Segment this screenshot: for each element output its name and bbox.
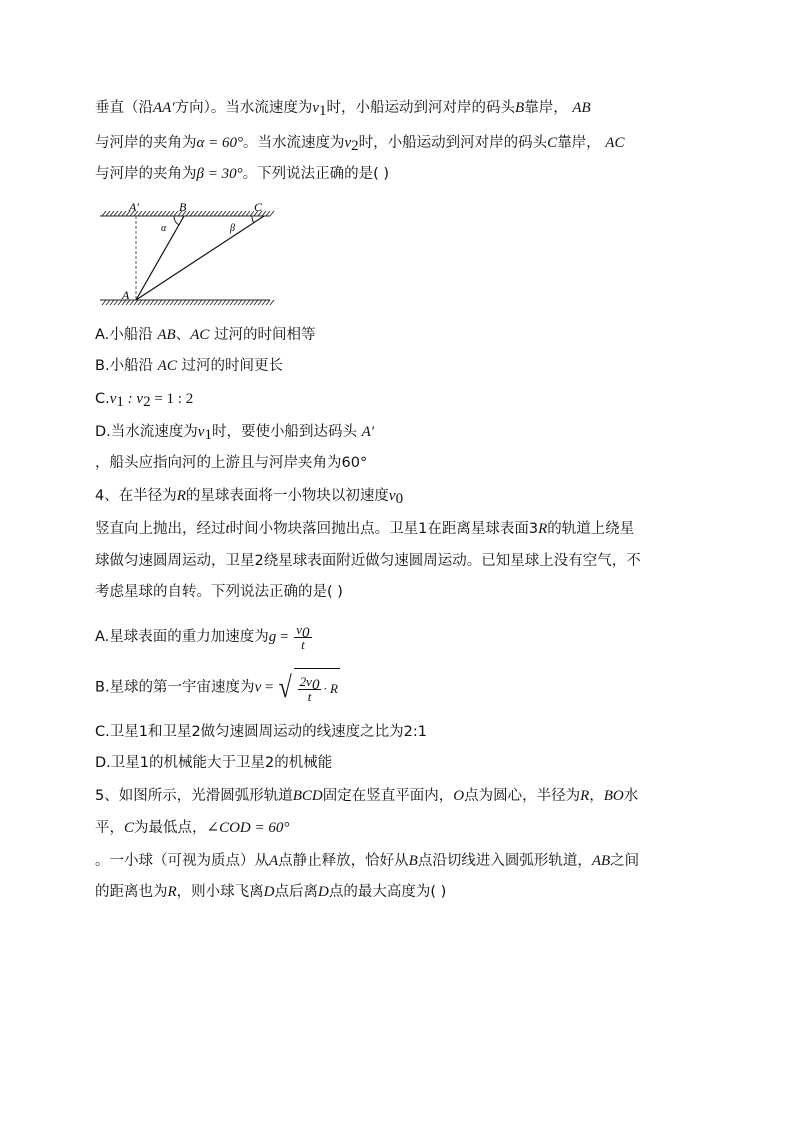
q3-option-d-line1: D.当水流速度为$v_1$时，要使小船到达码头 A′ [95,424,375,443]
river-crossing-figure [98,198,288,310]
q3-stem-line3: 与河岸的夹角为β = 30°。下列说法正确的是( ) [95,166,390,182]
line-ac [136,216,264,300]
q5-stem-line2: 平，C为最低点，∠COD = 60° [95,820,290,836]
q4-option-b: B.星球的第一宇宙速度为v = √ $\frac{2v_0}{t}$ · R [95,668,340,707]
fraction-v0-over-t: $\frac{v_0}{t}$ [296,621,310,652]
q5-stem-line3: 。一小球（可视为质点）从A点静止释放，恰好从B点沿切线进入圆弧形轨道，AB之间 [95,853,640,869]
q3-option-c: $C.v_1$ : $v_2 = 1$ : 2 [95,391,194,410]
q3-option-d-line2: ，船头应指向河的上游且与河岸夹角为60° [95,455,368,471]
q5-stem-line4: 的距离也为R，则小球飞离D点后离D点的最大高度为( ) [95,884,447,900]
label-c: C [254,200,263,214]
q3-stem-line1: 垂直（沿AA′方向）。当水流速度为$v_1$时，小船运动到河对岸的码头B靠岸， AB [95,100,591,119]
q4-option-c: C.卫星1和卫星2做匀速圆周运动的线速度之比为2:1 [95,724,428,740]
sqrt-expression: √ $\frac{2v_0}{t}$ · R [277,668,340,707]
alpha-arc [174,216,179,225]
label-beta: β [230,223,235,234]
label-alpha: α [161,223,167,234]
line-ab [136,216,184,300]
q4-stem-line1: 4、在半径为R的星球表面将一小物块以初速度$v_0$ [95,488,404,507]
q3-stem-line2: 与河岸的夹角为α = 60°。当水流速度为$v_2$时，小船运动到河对岸的码头C靠岸， AC [95,135,625,154]
label-b: B [179,200,187,214]
q5-stem-line1: 5、如图所示，光滑圆弧形轨道BCD固定在竖直平面内，O点为圆心，半径为R，BO水 [95,788,639,804]
q4-stem-line3: 球做匀速圆周运动，卫星2绕星球表面附近做匀速圆周运动。已知星球上没有空气，不 [95,553,641,569]
q4-option-a: A.星球表面的重力加速度为g = $\frac{v_0}{t}$ [95,621,310,652]
q4-stem-line2: 竖直向上抛出，经过t时间小物块落回抛出点。卫星1在距离星球表面3R的轨道上绕星 [95,521,635,537]
q4-option-d: D.卫星1的机械能大于卫星2的机械能 [95,755,333,771]
q3-option-a: A.小船沿 AB、AC 过河的时间相等 [95,327,316,343]
label-a: A [122,288,130,302]
q3-option-b: B.小船沿 AC 过河的时间更长 [95,358,283,374]
label-a-prime: A′ [129,200,139,214]
q4-stem-line4: 考虑星球的自转。下列说法正确的是( ) [95,584,343,600]
beta-arc [252,216,254,223]
